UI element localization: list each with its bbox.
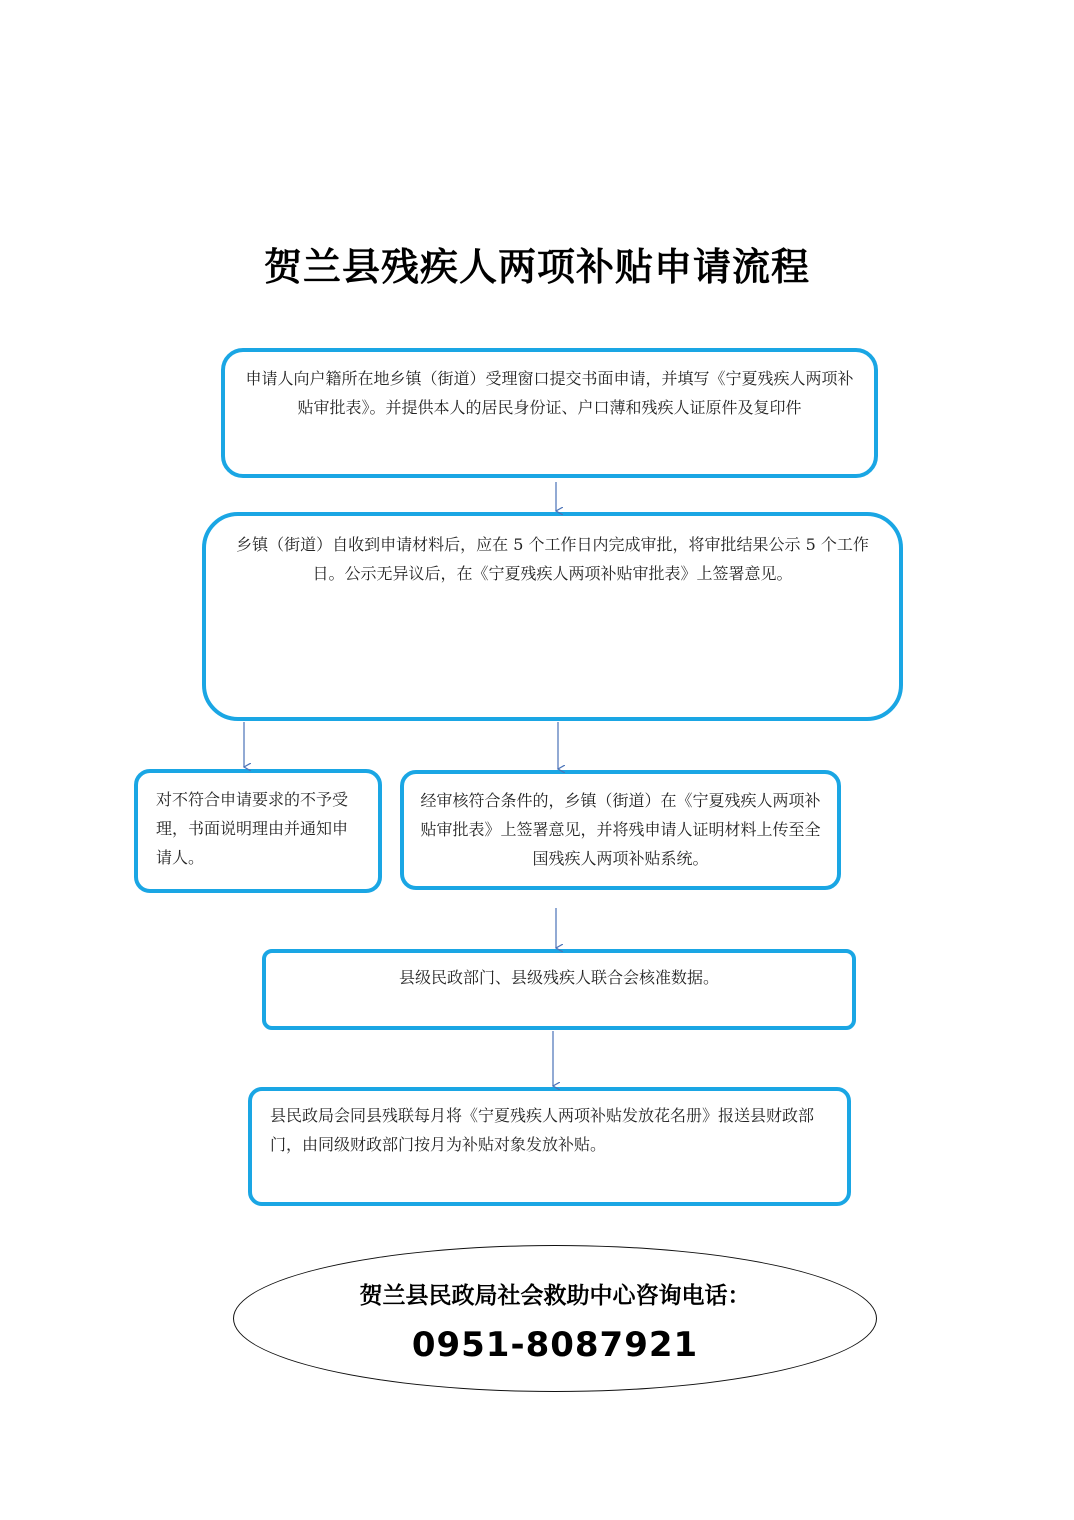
step-submit-application-text: 申请人向户籍所在地乡镇（街道）受理窗口提交书面申请，并填写《宁夏残疾人两项补贴审批表》。并提供本人的居民身份证、户口薄和残疾人证原件及复印件 — [245, 369, 854, 417]
contact-phone-number: 0951-8087921 — [411, 1325, 699, 1365]
step-reject-text: 对不符合申请要求的不予受理，书面说明理由并通知申请人。 — [156, 790, 349, 867]
contact-label: 贺兰县民政局社会救助中心咨询电话： — [359, 1282, 751, 1309]
step-payment-text: 县民政局会同县残联每月将《宁夏残疾人两项补贴发放花名册》报送县财政部门，由同级财政部门按月为补贴对象发放补贴。 — [270, 1106, 815, 1154]
contact-ellipse — [233, 1245, 877, 1392]
step-approve-box — [400, 770, 841, 890]
step-township-review-text: 乡镇（街道）自收到申请材料后，应在 5 个工作日内完成审批，将审批结果公示 5 个工作日。公示无异议后，在《宁夏残疾人两项补贴审批表》上签署意见。 — [236, 535, 869, 583]
step-reject-box — [134, 769, 382, 893]
step-township-review-box — [202, 512, 903, 721]
step-payment-box — [248, 1087, 851, 1206]
step-county-verify-text: 县级民政部门、县级残疾人联合会核准数据。 — [398, 968, 719, 987]
step-county-verify-box — [262, 949, 856, 1030]
page-title: 贺兰县残疾人两项补贴申请流程 — [263, 244, 810, 289]
step-submit-application-box — [221, 348, 878, 478]
step-approve-text: 经审核符合条件的，乡镇（街道）在《宁夏残疾人两项补贴审批表》上签署意见，并将残申请人证明材料上传至全国残疾人两项补贴系统。 — [420, 791, 821, 868]
